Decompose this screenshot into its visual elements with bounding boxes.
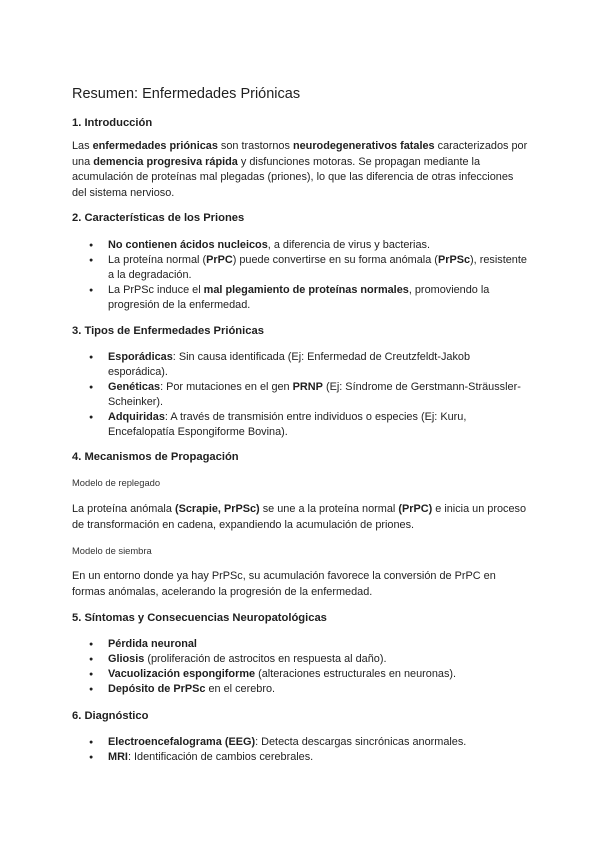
list-item xyxy=(72,667,528,682)
bold-text: PRNP xyxy=(292,380,323,393)
text-run: En un entorno donde ya hay PrPSc, su acumulación favorece la conversión de PrPC en formas anómalas, acelerando la progresión de la enfermedad. xyxy=(72,570,496,598)
text-run: y disfunciones motoras. Se propagan mediante la acumulación de proteínas mal plegadas (priones), lo que las diferencia de otras infecciones del sistema nervioso. xyxy=(72,155,514,199)
text-run: ), resistente a la degradación. xyxy=(108,253,527,281)
diagnostico-list xyxy=(72,735,528,765)
bold-text: Electroencefalograma (EEG) xyxy=(108,736,256,748)
section-heading-caracteristicas: 2. Características de los Priones xyxy=(72,212,245,224)
list-item xyxy=(72,380,528,410)
replegado-paragraph xyxy=(72,502,528,533)
text-run: (Ej: Síndrome de Gerstmann-Sträussler-Scheinker). xyxy=(108,380,521,408)
list-item xyxy=(72,253,528,283)
bold-text: Adquiridas xyxy=(108,410,165,423)
section-heading-diagnostico: 6. Diagnóstico xyxy=(72,710,149,722)
text-run: en el cerebro. xyxy=(205,682,276,695)
text-run: , a diferencia de virus y bacterias. xyxy=(267,239,430,251)
text-run: son trastornos xyxy=(217,140,293,152)
list-item xyxy=(72,735,528,750)
bold-text: neurodegenerativos fatales xyxy=(292,140,435,152)
bold-text: PrPSc xyxy=(437,253,471,266)
list-item xyxy=(72,238,528,253)
bold-text: PrPC xyxy=(206,253,233,266)
bold-text: Vacuolización espongiforme xyxy=(108,667,256,680)
section-heading-introduccion: 1. Introducción xyxy=(72,117,153,129)
bold-text: demencia progresiva rápida xyxy=(93,155,238,168)
text-run: e inicia un proceso de transformación en cadena, expandiendo la acumulación de priones. xyxy=(72,503,527,531)
list-item xyxy=(72,637,528,652)
list-item xyxy=(72,350,528,380)
text-run: (alteraciones estructurales en neuronas). xyxy=(255,667,457,680)
text-run: : Por mutaciones en el gen xyxy=(160,380,293,393)
text-run: La proteína normal ( xyxy=(108,253,207,266)
text-run: ) puede convertirse en su forma anómala ( xyxy=(232,253,438,266)
list-item xyxy=(72,410,528,440)
bold-text: (Scrapie, PrPSc) xyxy=(174,503,260,515)
text-run: , promoviendo la progresión de la enfermedad. xyxy=(108,283,490,311)
text-run: : Identificación de cambios cerebrales. xyxy=(127,750,314,763)
text-run: (proliferación de astrocitos en respuesta al daño). xyxy=(144,652,387,665)
text-run: La PrPSc induce el xyxy=(108,283,204,296)
section-heading-mecanismos: 4. Mecanismos de Propagación xyxy=(72,451,239,463)
list-item xyxy=(72,750,528,765)
text-run: se une a la proteína normal xyxy=(259,503,399,515)
list-item xyxy=(72,682,528,697)
bold-text: Genéticas xyxy=(108,380,161,393)
caracteristicas-list xyxy=(72,238,528,313)
sintomas-list xyxy=(72,637,528,697)
bold-text: Esporádicas xyxy=(108,351,173,363)
bold-text: enfermedades priónicas xyxy=(92,140,218,152)
section-heading-sintomas: 5. Síntomas y Consecuencias Neuropatológicas xyxy=(72,612,327,624)
text-run: : Sin causa identificada (Ej: Enfermedad de Creutzfeldt-Jakob esporádica). xyxy=(108,351,471,378)
text-run: : A través de transmisión entre individuos o especies (Ej: Kuru, Encefalopatía Espongiforme Bovina). xyxy=(108,410,467,438)
text-run: : Detecta descargas sincrónicas anormales. xyxy=(255,736,467,748)
bold-text: (PrPC) xyxy=(398,503,433,515)
siembra-paragraph xyxy=(72,569,528,600)
list-item xyxy=(72,283,528,313)
bold-text: Depósito de PrPSc xyxy=(108,682,206,695)
bold-text: MRI xyxy=(108,750,128,763)
intro-paragraph xyxy=(72,139,528,201)
bold-text: mal plegamiento de proteínas normales xyxy=(203,283,409,296)
text-run: La proteína anómala xyxy=(72,503,175,515)
bold-text: Pérdida neuronal xyxy=(108,638,197,650)
section-heading-tipos: 3. Tipos de Enfermedades Priónicas xyxy=(72,325,264,337)
bold-text: No contienen ácidos nucleicos xyxy=(108,239,268,251)
bold-text: Gliosis xyxy=(108,652,145,665)
subheading-modelo-siembra: Modelo de siembra xyxy=(72,545,152,556)
text-run: caracterizados por una xyxy=(72,140,528,168)
tipos-list xyxy=(72,350,528,439)
subheading-modelo-replegado: Modelo de replegado xyxy=(72,477,161,488)
document-title: Resumen: Enfermedades Priónicas xyxy=(72,86,301,102)
list-item xyxy=(72,652,528,667)
text-run: Las xyxy=(72,140,93,152)
